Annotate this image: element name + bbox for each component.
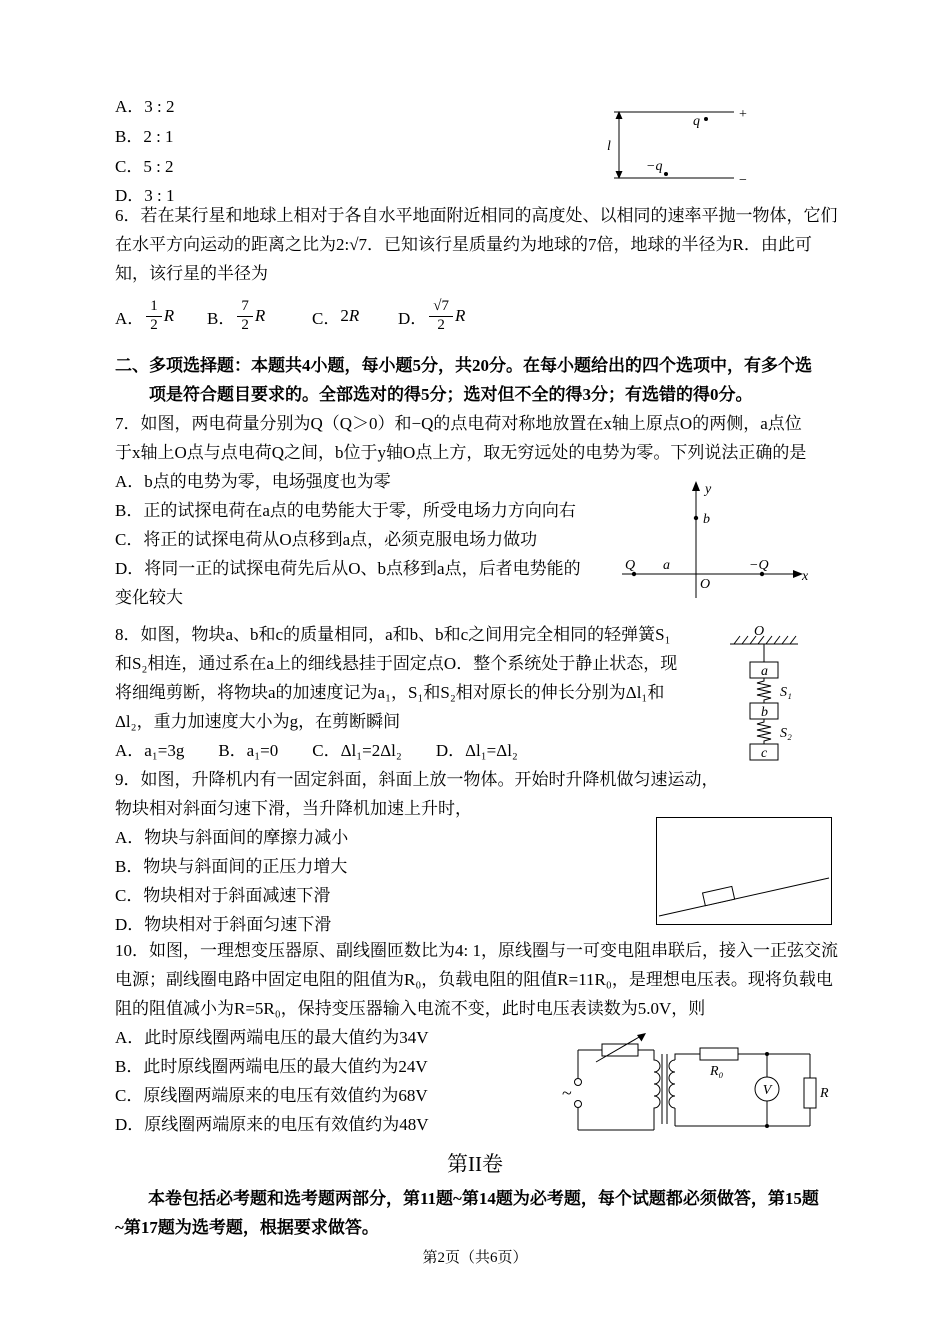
prev-option-a: A．3 : 2 — [115, 97, 175, 116]
q6-option-b-fraction: $\frac{7}{2}$ — [237, 298, 253, 334]
plus-sign: + — [739, 107, 747, 122]
q7-option-a: A．b点的电势为零，电场强度也为零 — [115, 472, 391, 491]
q9-option-b: B．物块与斜面间的正压力增大 — [115, 857, 348, 876]
q7-line-1: 7．如图，两电荷量分别为Q（Q＞0）和−Q的点电荷对称地放置在x轴上原点O的两侧，a点位 — [115, 414, 802, 433]
q6-option-d-fraction: $\frac{√7}{2}$ — [429, 298, 453, 334]
prev-option-c: C．5 : 2 — [115, 157, 174, 176]
q6-line-1: 6．若在某行星和地球上相对于各自水平地面附近相同的高度处、以相同的速率平抛一物体，它们 — [115, 206, 838, 225]
origin-label: O — [700, 577, 711, 592]
block-b-label: b — [761, 705, 768, 720]
q6-option-c-suffix: R — [348, 306, 360, 325]
q8-line-4: Δl₂，重力加速度大小为g，在剪断瞬间 — [115, 712, 401, 731]
transformer-circuit-figure — [560, 1032, 830, 1147]
source-terminal-bottom — [575, 1101, 582, 1108]
q9-line-2: 物块相对斜面匀速下滑，当升降机加速上升时， — [115, 799, 472, 818]
q7-line-2: 于x轴上O点与点电荷Q之间，b位于y轴O点上方，取无穷远处的电势为零。下列说法正确的是 — [115, 443, 807, 462]
voltmeter-label: V — [762, 1083, 772, 1098]
q7-option-d-cont: 变化较大 — [115, 588, 183, 607]
q9-option-d: D．物块相对于斜面匀速下滑 — [115, 915, 332, 934]
charge-q-label: q — [693, 114, 700, 129]
block-a-label: a — [761, 664, 768, 679]
minus-sign: − — [739, 173, 747, 188]
ceiling-hatch — [734, 636, 796, 644]
q9-line-1: 9．如图，升降机内有一固定斜面，斜面上放一物体。开始时升降机做匀速运动， — [115, 770, 719, 789]
sliding-block — [703, 886, 735, 905]
prev-option-b: B．2 : 1 — [115, 127, 174, 146]
q6-option-c-coeff: 2 — [340, 306, 349, 325]
q6-option-a-label: A． — [115, 308, 145, 328]
spring-s2 — [757, 719, 771, 744]
q6-line-3: 知，该行星的半径为 — [115, 264, 268, 283]
q6-option-d — [398, 294, 465, 338]
spring-s2-label: S₂ — [780, 726, 792, 741]
page-number: 第2页（共6页） — [422, 1250, 528, 1266]
q6-option-a-fraction: $\frac{1}{2}$ — [146, 298, 162, 334]
capacitor-figure — [602, 96, 762, 192]
point-b-label: b — [703, 512, 710, 527]
charge-q-dot — [704, 117, 708, 121]
spring-s1-label: S₁ — [780, 685, 792, 700]
q8-line-1: 8．如图，物块a、b和c的质量相同，a和b、b和c之间用完全相同的轻弹簧S₁ — [115, 625, 671, 644]
q10-option-d: D．原线圈两端原来的电压有效值约为48V — [115, 1115, 429, 1134]
block-c-label: c — [761, 746, 768, 761]
q10-option-c: C．原线圈两端原来的电压有效值约为68V — [115, 1086, 428, 1105]
charge-q-label: Q — [625, 558, 636, 573]
q10-line-3: 阻的阻值减小为R=5R₀，保持变压器输入电流不变，此时电压表读数为5.0V，则 — [115, 999, 706, 1018]
part2-line-2: ~第17题为选考题，根据要求做答。 — [115, 1218, 379, 1237]
q6-option-a-suffix: R — [163, 306, 175, 325]
fixed-resistor-r0-label: R₀ — [710, 1064, 724, 1079]
ac-source-symbol: ~ — [562, 1083, 572, 1103]
q10-line-1: 10．如图，一理想变压器原、副线圈匝数比为4: 1，原线圈与一可变电阻串联后，接入一正弦交流 — [115, 941, 838, 960]
part2-title: 第II卷 — [447, 1152, 503, 1176]
x-label: x — [802, 569, 809, 584]
q7-option-c: C．将正的试探电荷从O点移到a点，必须克服电场力做功 — [115, 530, 538, 549]
charge-negq-dot — [664, 172, 668, 176]
load-resistor — [804, 1078, 816, 1108]
gap-label: l — [607, 139, 611, 154]
secondary-wires — [675, 1054, 810, 1126]
charge-negq-label: −q — [646, 159, 663, 174]
charge-axes-figure — [612, 478, 812, 606]
fixed-point-label: O — [754, 624, 765, 639]
variable-resistor — [602, 1044, 638, 1056]
q10-option-b: B．此时原线圈两端电压的最大值约为24V — [115, 1057, 428, 1076]
section2-line-1: 二、多项选择题：本题共4小题，每小题5分，共20分。在每小题给出的四个选项中，有多个选 — [115, 356, 812, 375]
source-terminal-top — [575, 1079, 582, 1086]
q6-option-b-suffix: R — [254, 306, 266, 325]
variable-resistor-arrow — [596, 1036, 641, 1062]
q8-options: A．a₁=3g B．a₁=0 C．Δl₁=2Δl₂ D．Δl₁=Δl₂ — [115, 741, 518, 760]
charge-negq-label: −Q — [749, 558, 769, 573]
q6-option-d-label: D． — [398, 308, 428, 328]
elevator-incline-figure — [655, 816, 833, 926]
part2-line-1: 本卷包括必考题和选考题两部分，第11题~第14题为必考题，每个试题都必须做答，第15题 — [148, 1189, 819, 1208]
q6-option-b — [207, 294, 265, 338]
section2-line-2: 项是符合题目要求的。全部选对的得5分；选对但不全的得3分；有选错的得0分。 — [149, 385, 753, 404]
point-a-label: a — [663, 558, 670, 573]
y-label: y — [705, 482, 712, 497]
q10-option-a: A．此时原线圈两端电压的最大值约为34V — [115, 1028, 429, 1047]
elevator-box — [657, 818, 832, 925]
q8-line-3: 将细绳剪断，将物块a的加速度记为a₁，S₁和S₂相对原长的伸长分别为Δl₁和 — [115, 683, 665, 702]
prev-option-d: D．3 : 1 — [115, 186, 175, 205]
spring-s1 — [757, 678, 771, 703]
q7-option-d: D．将同一正的试探电荷先后从O、b点移到a点，后者电势能的 — [115, 559, 581, 578]
point-b-dot — [694, 516, 698, 520]
load-resistor-label: R — [820, 1086, 829, 1101]
q9-option-c: C．物块相对于斜面减速下滑 — [115, 886, 331, 905]
q6-option-d-suffix: R — [455, 306, 466, 325]
spring-blocks-figure — [716, 622, 816, 780]
fixed-resistor-r0 — [700, 1048, 738, 1060]
q6-option-c-label: C． — [312, 308, 341, 328]
primary-coil — [654, 1050, 660, 1130]
q6-option-c — [312, 294, 359, 338]
q6-line-2: 在水平方向运动的距离之比为2:√7．已知该行星质量约为地球的7倍，地球的半径为R．由此可 — [115, 235, 812, 254]
y-axis-arrow — [692, 481, 700, 491]
primary-wires — [578, 1050, 654, 1130]
q6-option-b-label: B． — [207, 308, 236, 328]
q7-option-b: B．正的试探电荷在a点的电势能大于零，所受电场力方向向右 — [115, 501, 576, 520]
q10-line-2: 电源；副线圈电路中固定电阻的阻值为R₀，负载电阻的阻值R=11R₀，是理想电压表。现将负载电 — [115, 970, 833, 989]
incline-surface — [659, 878, 829, 916]
secondary-coil — [669, 1060, 675, 1108]
q6-option-a — [115, 294, 174, 338]
q9-option-a: A．物块与斜面间的摩擦力减小 — [115, 828, 349, 847]
q8-line-2: 和S₂相连，通过系在a上的细线悬挂于固定点O．整个系统处于静止状态，现 — [115, 654, 678, 673]
